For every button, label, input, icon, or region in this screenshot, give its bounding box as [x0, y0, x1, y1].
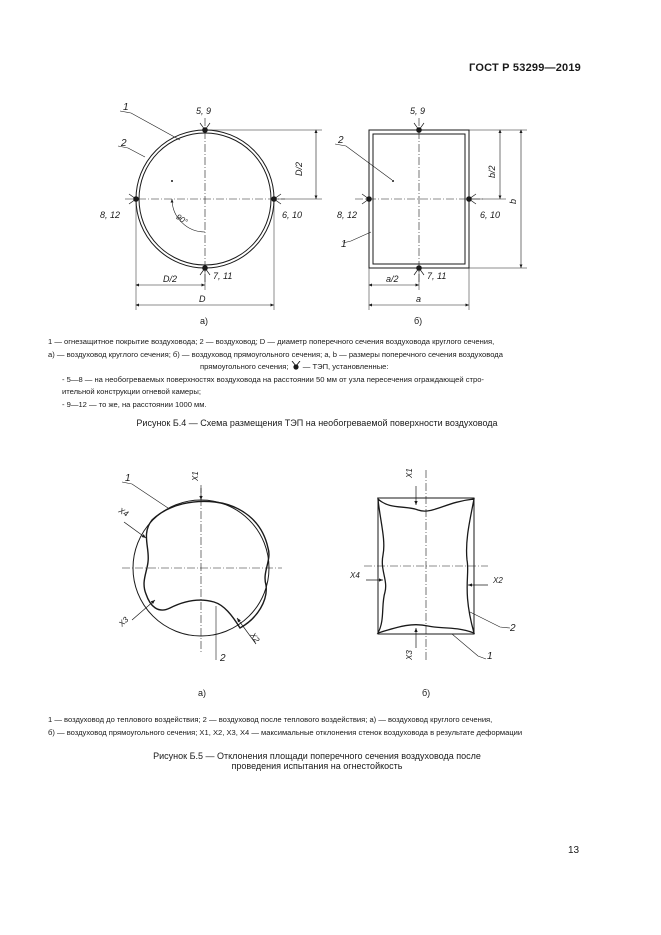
label-x2: X2	[493, 576, 503, 585]
label-1: 1	[341, 239, 347, 250]
figure-b5-legend	[48, 714, 586, 739]
label-b2: b/2	[487, 165, 497, 178]
panel-label-a: а)	[198, 688, 207, 698]
sensor-symbol-icon	[291, 361, 301, 370]
label-x1: X1	[405, 468, 414, 478]
caption-line: проведения испытания на огнестойкость	[231, 761, 403, 771]
label-d2-vertical: D/2	[294, 161, 304, 176]
label-2: 2	[338, 135, 344, 146]
page-number: 13	[568, 845, 580, 856]
label-x1: X1	[191, 471, 200, 481]
label-x4: X4	[350, 571, 360, 580]
label-sensor-left: 8, 12	[100, 210, 121, 220]
label-sensor-bottom: 7, 11	[427, 271, 447, 281]
document-header: ГОСТ Р 53299—2019	[469, 62, 581, 74]
label-angle: 90°	[174, 212, 190, 227]
label-2: 2	[510, 623, 516, 634]
figure-b4-caption: Рисунок Б.4 — Схема размещения ТЭП на необогреваемой поверхности воздуховода	[136, 418, 498, 428]
label-sensor-top: 5, 9	[196, 106, 212, 116]
fig-b4-rect-duct	[335, 106, 527, 326]
legend-line: - 9—12 — то же, на расстоянии 1000 мм.	[62, 399, 207, 409]
fig-b4-circle-duct	[100, 102, 322, 326]
leader-1	[120, 111, 180, 140]
label-a: a	[416, 294, 422, 304]
legend-line: ительной конструкции огневой камеры;	[62, 387, 201, 396]
label-x3: X3	[405, 650, 414, 660]
label-sensor-left: 8, 12	[337, 210, 358, 220]
label-sensor-bottom: 7, 11	[213, 271, 233, 281]
panel-label-b: б)	[422, 688, 431, 698]
legend-line: 1 — огнезащитное покрытие воздуховода; 2 — воздуховод; D — диаметр поперечного сечения воздуховода круглого сечения,	[48, 337, 495, 346]
label-x2: X2	[248, 630, 262, 645]
legend-line: б) — воздуховод прямоугольного сечения; X1, X2, X3, X4 — максимальные отклонения стенок воздуховода в результате деформации	[48, 727, 523, 737]
label-sensor-right: 6, 10	[480, 210, 501, 220]
caption-line: Рисунок Б.5 — Отклонения площади поперечного сечения воздуховода после	[153, 751, 481, 761]
label-2: 2	[220, 653, 226, 664]
legend-line: 1 — воздуховод до теплового воздействия; 2 — воздуховод после теплового воздействия; а) — воздуховод круглого сечения,	[48, 715, 493, 724]
label-sensor-right: 6, 10	[282, 210, 303, 220]
label-1: 1	[123, 102, 129, 113]
legend-line: а) — воздуховод круглого сечения; б) — воздуховод прямоугольного сечения; а, b — размеры поперечного сечения воздуховода	[48, 349, 503, 359]
label-1: 1	[487, 651, 493, 662]
legend-line-part: — ТЭП, установленные:	[302, 362, 389, 371]
label-sensor-top: 5, 9	[410, 106, 426, 116]
fig-b5-circle-duct	[116, 471, 282, 698]
panel-label-a: а)	[200, 316, 209, 326]
legend-line	[48, 361, 586, 374]
label-1: 1	[125, 473, 131, 484]
label-x3: X3	[117, 615, 131, 629]
label-x4: X4	[117, 505, 130, 519]
label-d2-horizontal: D/2	[163, 274, 178, 284]
legend-line: - 5—8 — на необогреваемых поверхностях воздуховода на расстоянии 50 мм от узла пересечения ограждающей стро-	[62, 374, 484, 384]
label-2: 2	[121, 138, 127, 149]
label-b: b	[508, 198, 518, 204]
legend-line-part: прямоугольного сечения;	[200, 362, 289, 371]
label-d: D	[199, 294, 206, 304]
panel-label-b: б)	[414, 316, 423, 326]
label-a2: a/2	[386, 274, 399, 284]
figure-b5-caption	[48, 751, 586, 771]
fig-b5-rect-duct	[349, 468, 516, 698]
figure-b4-legend	[48, 336, 586, 411]
